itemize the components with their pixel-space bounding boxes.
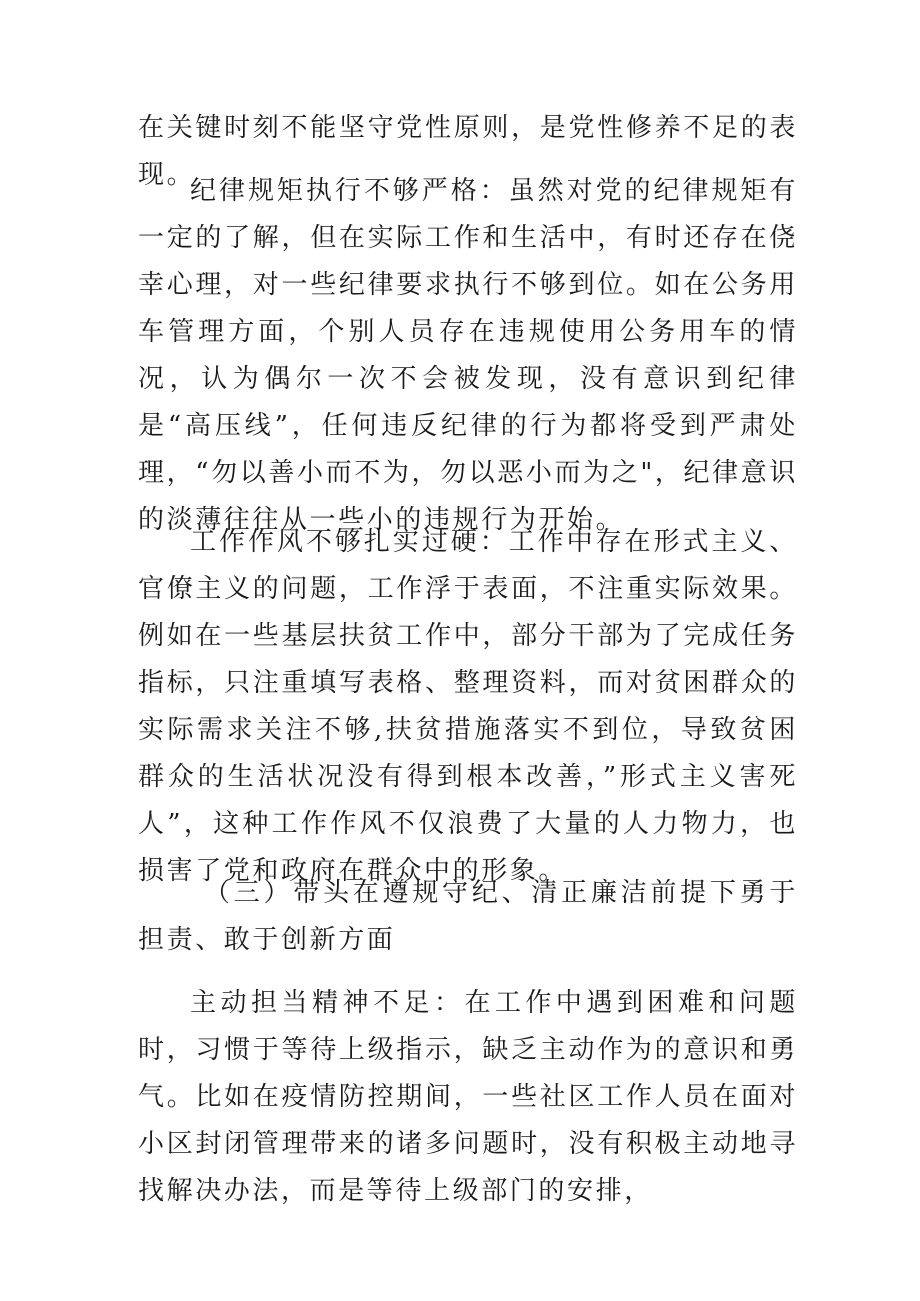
paragraph-discipline: 纪律规矩执行不够严格：虽然对党的纪律规矩有一定的了解，但在实际工作和生活中，有时还存在侥幸心理，对一些纪律要求执行不够到位。如在公务用车管理方面，个别人员存在违规使用公务用车的情况，认为偶尔一次不会被发现，没有意识到纪律是“高压线”，任何违反纪律的行为都将受到严肃处理，“勿以善小而不为，勿以恶小而为之"，纪律意识的淡薄往往从一些小的违规行为开始。	[138, 176, 798, 535]
section-heading: （三）带头在遵规守纪、清正廉洁前提下勇于担责、敢于创新方面	[138, 878, 798, 955]
paragraph-party-principle: 在关键时刻不能坚守党性原则，是党性修养不足的表现。	[138, 113, 798, 190]
paragraph-work-style: 工作作风不够扎实过硬：工作中存在形式主义、官僚主义的问题，工作浮于表面，不注重实际效果。例如在一些基层扶贫工作中，部分干部为了完成任务指标，只注重填写表格、整理资料，而对贫困群众的实际需求关注不够,扶贫措施落实不到位，导致贫困群众的生活状况没有得到根本改善，”形式主义害死人”，这种工作作风不仅浪费了大量的人力物力，也损害了党和政府在群众中的形象。	[138, 527, 798, 886]
paragraph-responsibility: 主动担当精神不足：在工作中遇到困难和问题时，习惯于等待上级指示，缺乏主动作为的意识和勇气。比如在疫情防控期间，一些社区工作人员在面对小区封闭管理带来的诸多问题时，没有积极主动地寻找解决办法，而是等待上级部门的安排，	[138, 988, 798, 1206]
